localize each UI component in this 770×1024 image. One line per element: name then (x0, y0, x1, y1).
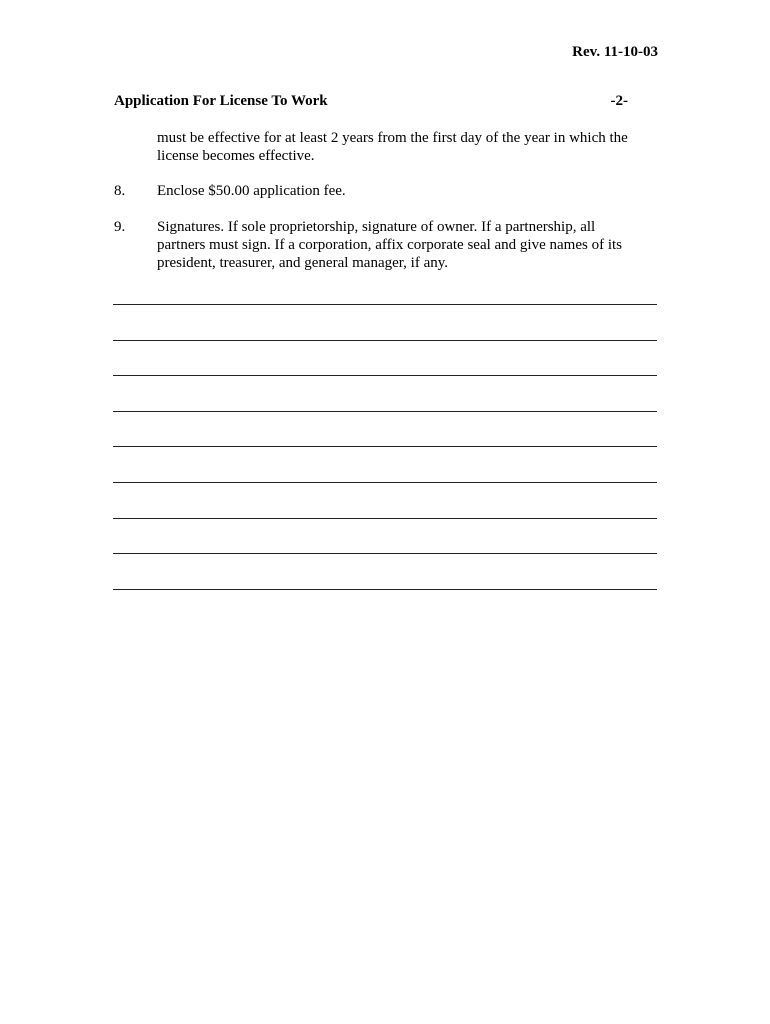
document-title: Application For License To Work (114, 93, 328, 109)
page-number: -2- (610, 93, 628, 109)
list-item-number: 9. (114, 219, 126, 235)
signature-line-5[interactable] (113, 446, 657, 447)
list-item-number: 8. (114, 183, 126, 199)
signature-line-6[interactable] (113, 482, 657, 483)
signature-line-3[interactable] (113, 375, 657, 376)
signature-line-4[interactable] (113, 411, 657, 412)
revision-label: Rev. 11-10-03 (572, 44, 658, 60)
list-item-text: Enclose $50.00 application fee. (157, 183, 346, 199)
signature-line-1[interactable] (113, 304, 657, 305)
signature-line-8[interactable] (113, 553, 657, 554)
signature-line-7[interactable] (113, 518, 657, 519)
signature-line-9[interactable] (113, 589, 657, 590)
continuation-paragraph: must be effective for at least 2 years from the first day of the year in which the license becomes effective. (157, 130, 628, 164)
list-item-text: Signatures. If sole proprietorship, signature of owner. If a partnership, all partners must sign. If a corporation, affix corporate seal and give names of its president, treasurer, and general manager, if any. (157, 219, 622, 271)
signature-line-2[interactable] (113, 340, 657, 341)
